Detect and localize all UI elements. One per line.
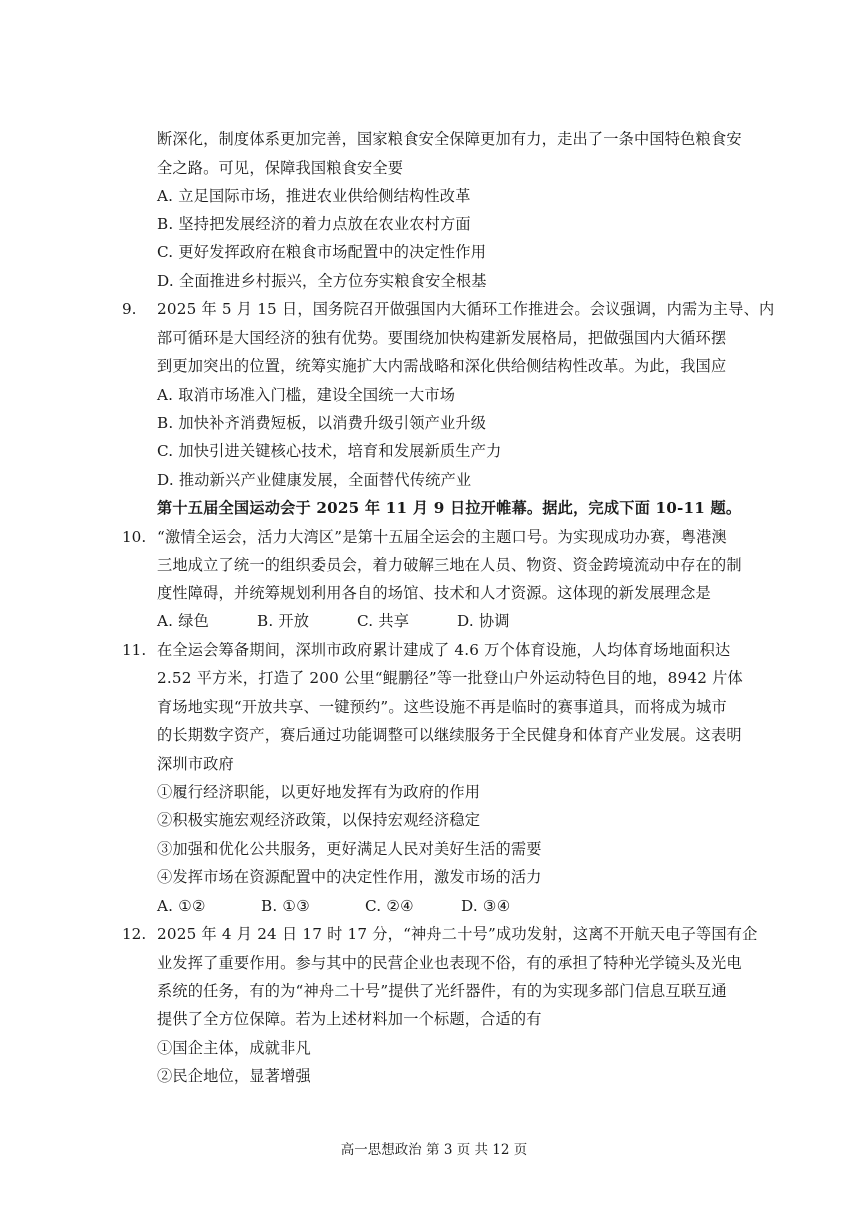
q11-statement-3: ③加强和优化公共服务，更好满足人民对美好生活的需要 — [157, 840, 542, 858]
q10-choices — [157, 611, 510, 631]
q9-stem-line-3: 到更加突出的位置，统筹实施扩大内需战略和深化供给侧结构性改革。为此，我国应 — [157, 357, 727, 375]
page-footer: 高一思想政治 第 3 页 共 12 页 — [340, 1142, 528, 1158]
q11-choice-b: B. ①③ — [261, 897, 311, 915]
q11-statement-4: ④发挥市场在资源配置中的决定性作用，激发市场的活力 — [157, 868, 542, 886]
q9-option-a: A. 取消市场准入门槛，建设全国统一大市场 — [157, 386, 456, 404]
q8-option-b: B. 坚持把发展经济的着力点放在农业农村方面 — [157, 215, 471, 233]
section-intro-10-11: 第十五届全国运动会于 2025 年 11 月 9 日拉开帷幕。据此，完成下面 10-11 题。 — [157, 499, 742, 517]
q12-stem-line-2: 业发挥了重要作用。参与其中的民营企业也表现不俗，有的承担了特种光学镜头及光电 — [157, 954, 742, 972]
q9-number: 9. — [122, 300, 137, 318]
q10-choice-c: C. 共享 — [357, 612, 410, 630]
q12-number: 12. — [122, 925, 147, 943]
q12-statement-2: ②民企地位，显著增强 — [157, 1067, 311, 1085]
q8-stem-line-2: 全之路。可见，保障我国粮食安全要 — [157, 159, 404, 177]
q11-choice-a: A. ①② — [157, 897, 206, 915]
q8-stem-line-1: 断深化，制度体系更加完善，国家粮食安全保障更加有力，走出了一条中国特色粮食安 — [157, 130, 742, 148]
q10-choice-a: A. 绿色 — [157, 612, 209, 630]
q8-option-c: C. 更好发挥政府在粮食市场配置中的决定性作用 — [157, 243, 487, 261]
q9-stem-line-2: 部可循环是大国经济的独有优势。要围绕加快构建新发展格局，把做强国内大循环摆 — [157, 329, 727, 347]
q10-stem-line-2: 三地成立了统一的组织委员会，着力破解三地在人员、物资、资金跨境流动中存在的制 — [157, 556, 742, 574]
q11-statement-2: ②积极实施宏观经济政策，以保持宏观经济稳定 — [157, 811, 481, 829]
q11-statement-1: ①履行经济职能，以更好地发挥有为政府的作用 — [157, 783, 481, 801]
q9-option-d: D. 推动新兴产业健康发展，全面替代传统产业 — [157, 471, 472, 489]
q10-choice-b: B. 开放 — [257, 612, 310, 630]
q9-option-c: C. 加快引进关键核心技术，培育和发展新质生产力 — [157, 442, 502, 460]
q12-stem-line-4: 提供了全方位保障。若为上述材料加一个标题，合适的有 — [157, 1010, 542, 1028]
q10-choice-d: D. 协调 — [457, 612, 510, 630]
q11-stem-line-4: 的长期数字资产，赛后通过功能调整可以继续服务于全民健身和体育产业发展。这表明 — [157, 726, 742, 744]
q12-stem-line-1: 2025 年 4 月 24 日 17 时 17 分，“神舟二十号”成功发射，这离不开航天电子等国有企 — [157, 925, 758, 943]
q10-stem-line-3: 度性障碍，并统筹规划利用各自的场馆、技术和人才资源。这体现的新发展理念是 — [157, 584, 711, 602]
q8-option-a: A. 立足国际市场，推进农业供给侧结构性改革 — [157, 187, 471, 205]
q11-stem-line-2: 2.52 平方米，打造了 200 公里“鲲鹏径”等一批登山户外运动特色目的地，8942 片体 — [157, 669, 743, 687]
q9-option-b: B. 加快补齐消费短板，以消费升级引领产业升级 — [157, 414, 487, 432]
q11-number: 11. — [122, 641, 147, 659]
q11-choices — [157, 896, 511, 916]
q11-choice-c: C. ②④ — [365, 897, 414, 915]
q9-stem-line-1: 2025 年 5 月 15 日，国务院召开做强国内大循环工作推进会。会议强调，内需为主导、内 — [157, 300, 775, 318]
q10-number: 10. — [122, 528, 147, 546]
q11-choice-d: D. ③④ — [461, 897, 511, 915]
q11-stem-line-1: 在全运会筹备期间，深圳市政府累计建成了 4.6 万个体育设施，人均体育场地面积达 — [157, 641, 731, 659]
q8-option-d: D. 全面推进乡村振兴，全方位夯实粮食安全根基 — [157, 272, 487, 290]
q10-stem-line-1: “激情全运会，活力大湾区”是第十五届全运会的主题口号。为实现成功办赛，粤港澳 — [157, 528, 727, 546]
q12-statement-1: ①国企主体，成就非凡 — [157, 1039, 311, 1057]
q12-stem-line-3: 系统的任务，有的为“神舟二十号”提供了光纤器件，有的为实现多部门信息互联互通 — [157, 982, 727, 1000]
q11-stem-line-3: 育场地实现“开放共享、一键预约”。这些设施不再是临时的赛事道具，而将成为城市 — [157, 698, 727, 716]
q11-stem-line-5: 深圳市政府 — [157, 755, 234, 773]
